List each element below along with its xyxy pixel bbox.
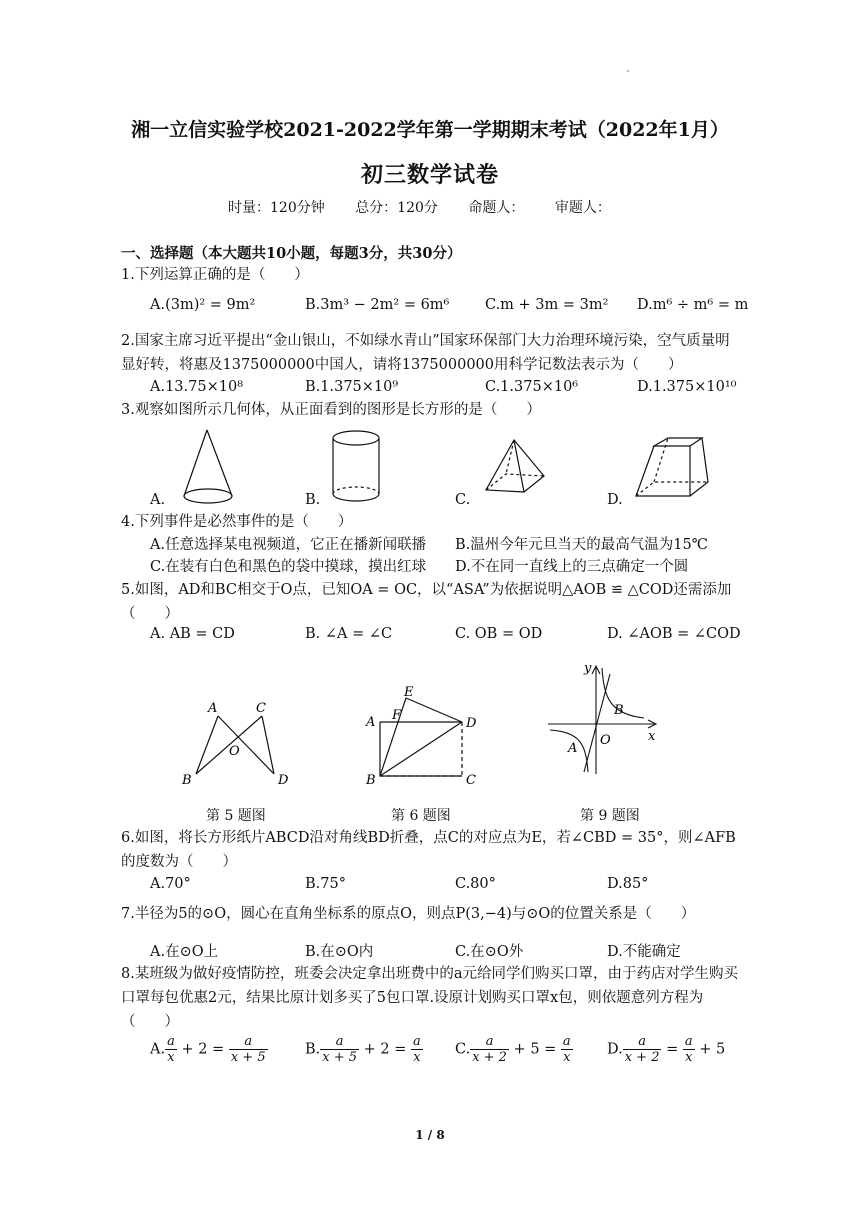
q5-option-d: D. ∠AOB = ∠COD [607, 626, 741, 642]
figure-5-caption: 第 5 题图 [206, 808, 266, 824]
q6-option-d: D.85° [607, 876, 649, 892]
q1-option-c: C.m + 3m = 3m² [485, 297, 609, 313]
q1-option-d: D.m⁶ ÷ m⁶ = m [637, 297, 749, 313]
q1-option-a: A.(3m)² = 9m² [150, 297, 256, 313]
q6-option-a: A.70° [150, 876, 191, 892]
fig6-label-c: C [466, 773, 476, 788]
header-mark: - [626, 64, 630, 77]
fig6-label-f: F [392, 708, 402, 723]
q8-option-c-letter: C. [455, 1041, 471, 1058]
page-number: 1 / 8 [415, 1128, 445, 1142]
figure-6 [360, 684, 490, 792]
q4-option-d: D.不在同一直线上的三点确定一个圆 [455, 559, 689, 575]
figure-5 [176, 696, 296, 792]
exam-title: 湘一立信实验学校2021-2022学年第一学期期末考试（2022年1月） [131, 119, 729, 141]
figure-6-caption: 第 6 题图 [391, 808, 451, 824]
exam-info [228, 197, 637, 217]
q8-option-b-letter: B. [305, 1041, 321, 1058]
q2-option-d: D.1.375×10¹⁰ [637, 379, 737, 395]
q7-option-a: A.在⊙O上 [150, 944, 219, 960]
figure-9 [544, 658, 664, 778]
question-4: 4.下列事件是必然事件的是（ ） [121, 514, 353, 530]
exam-total: 总分：120分 [355, 200, 438, 216]
q5-option-a: A. AB = CD [150, 626, 235, 642]
question-1: 1.下列运算正确的是（ ） [121, 267, 309, 283]
q5-option-c: C. OB = OD [455, 626, 543, 642]
cylinder-figure [333, 431, 379, 501]
section-heading: 一、选择题（本大题共10小题，每题3分，共30分） [121, 245, 462, 262]
fig5-label-d: D [278, 773, 289, 788]
q8-option-a-letter: A. [150, 1041, 166, 1058]
figure-9-caption: 第 9 题图 [580, 808, 640, 824]
cone-figure [184, 430, 232, 503]
fig5-label-a: A [208, 701, 218, 716]
fig9-label-x: x [648, 729, 656, 744]
fig9-label-y: y [584, 661, 592, 676]
q4-option-b: B.温州今年元旦当天的最高气温为15℃ [455, 537, 708, 553]
fig9-label-a: A [568, 741, 578, 756]
fig6-label-a: A [366, 715, 376, 730]
frustum-figure [636, 438, 708, 496]
fig9-label-b: B [614, 703, 624, 718]
fig5-label-b: B [182, 773, 192, 788]
fig5-label-c: C [256, 701, 266, 716]
question-8: 8.某班级为做好疫情防控，班委会决定拿出班费中的a元给同学们购买口罩，由于药店对学生购买口罩每包优惠2元，结果比原计划多买了5包口罩.设原计划购买口罩x包，则依题意列方程为（ ） [121, 966, 738, 1030]
q3-option-b: B. [305, 492, 321, 508]
exam-subtitle: 初三数学试卷 [360, 162, 499, 188]
q7-option-c: C.在⊙O外 [455, 944, 524, 960]
q8-option-d: D. $\frac{a}{x + 2}$ = $\frac{a}{x}$ + 5 [607, 1034, 726, 1065]
q4-option-c: C.在装有白色和黑色的袋中摸球，摸出红球 [150, 559, 427, 575]
exam-time: 时量：120分钟 [228, 200, 325, 216]
question-2: 2.国家主席习近平提出“金山银山，不如绿水青山”国家环保部门大力治理环境污染，空气质量明显好转，将惠及1375000000中国人，请将1375000000用科学记数法表示为（ ） [121, 333, 730, 373]
q2-option-a: A.13.75×10⁸ [150, 379, 244, 395]
exam-author: 命题人： [468, 200, 525, 216]
q2-option-c: C.1.375×10⁶ [485, 379, 579, 395]
pyramid-figure [486, 440, 544, 492]
q8-option-c: C. $\frac{a}{x + 2}$ + 5 = $\frac{a}{x}$ [455, 1034, 571, 1065]
question-5: 5.如图，AD和BC相交于O点，已知OA = OC，以“ASA”为依据说明△AOB ≌ △COD还需添加（ ） [121, 582, 732, 622]
q1-option-b: B.3m³ − 2m² = 6m⁶ [305, 297, 450, 313]
q4-option-a: A.任意选择某电视频道，它正在播新闻联播 [150, 537, 427, 553]
q8-option-d-letter: D. [607, 1041, 623, 1058]
fig5-label-o: O [229, 744, 240, 759]
fig6-label-d: D [466, 716, 477, 731]
fig9-label-o: O [600, 733, 611, 748]
q7-option-b: B.在⊙O内 [305, 944, 374, 960]
question-3: 3.观察如图所示几何体，从正面看到的图形是长方形的是（ ） [121, 402, 541, 418]
q2-option-b: B.1.375×10⁹ [305, 379, 399, 395]
fig6-label-b: B [366, 773, 376, 788]
q3-option-d: D. [607, 492, 623, 508]
q5-option-b: B. ∠A = ∠C [305, 626, 393, 642]
q3-figures [150, 424, 750, 516]
q3-option-c: C. [455, 492, 471, 508]
question-6: 6.如图，将长方形纸片ABCD沿对角线BD折叠，点C的对应点为E，若∠CBD = 35°，则∠AFB的度数为（ ） [121, 830, 736, 870]
exam-reviewer: 审题人： [554, 200, 611, 216]
q8-option-a: A. $\frac{a}{x}$ + 2 = $\frac{a}{x + 5}$ [150, 1034, 266, 1065]
q8-option-b: B. $\frac{a}{x + 5}$ + 2 = $\frac{a}{x}$ [305, 1034, 421, 1065]
q6-option-c: C.80° [455, 876, 496, 892]
fig6-label-e: E [404, 685, 414, 700]
q6-option-b: B.75° [305, 876, 346, 892]
question-7: 7.半径为5的⊙O，圆心在直角坐标系的原点O，则点P(3,−4)与⊙O的位置关系是（ ） [121, 906, 696, 922]
q3-option-a: A. [150, 492, 166, 508]
q7-option-d: D.不能确定 [607, 944, 681, 960]
question-4-options [150, 534, 750, 578]
